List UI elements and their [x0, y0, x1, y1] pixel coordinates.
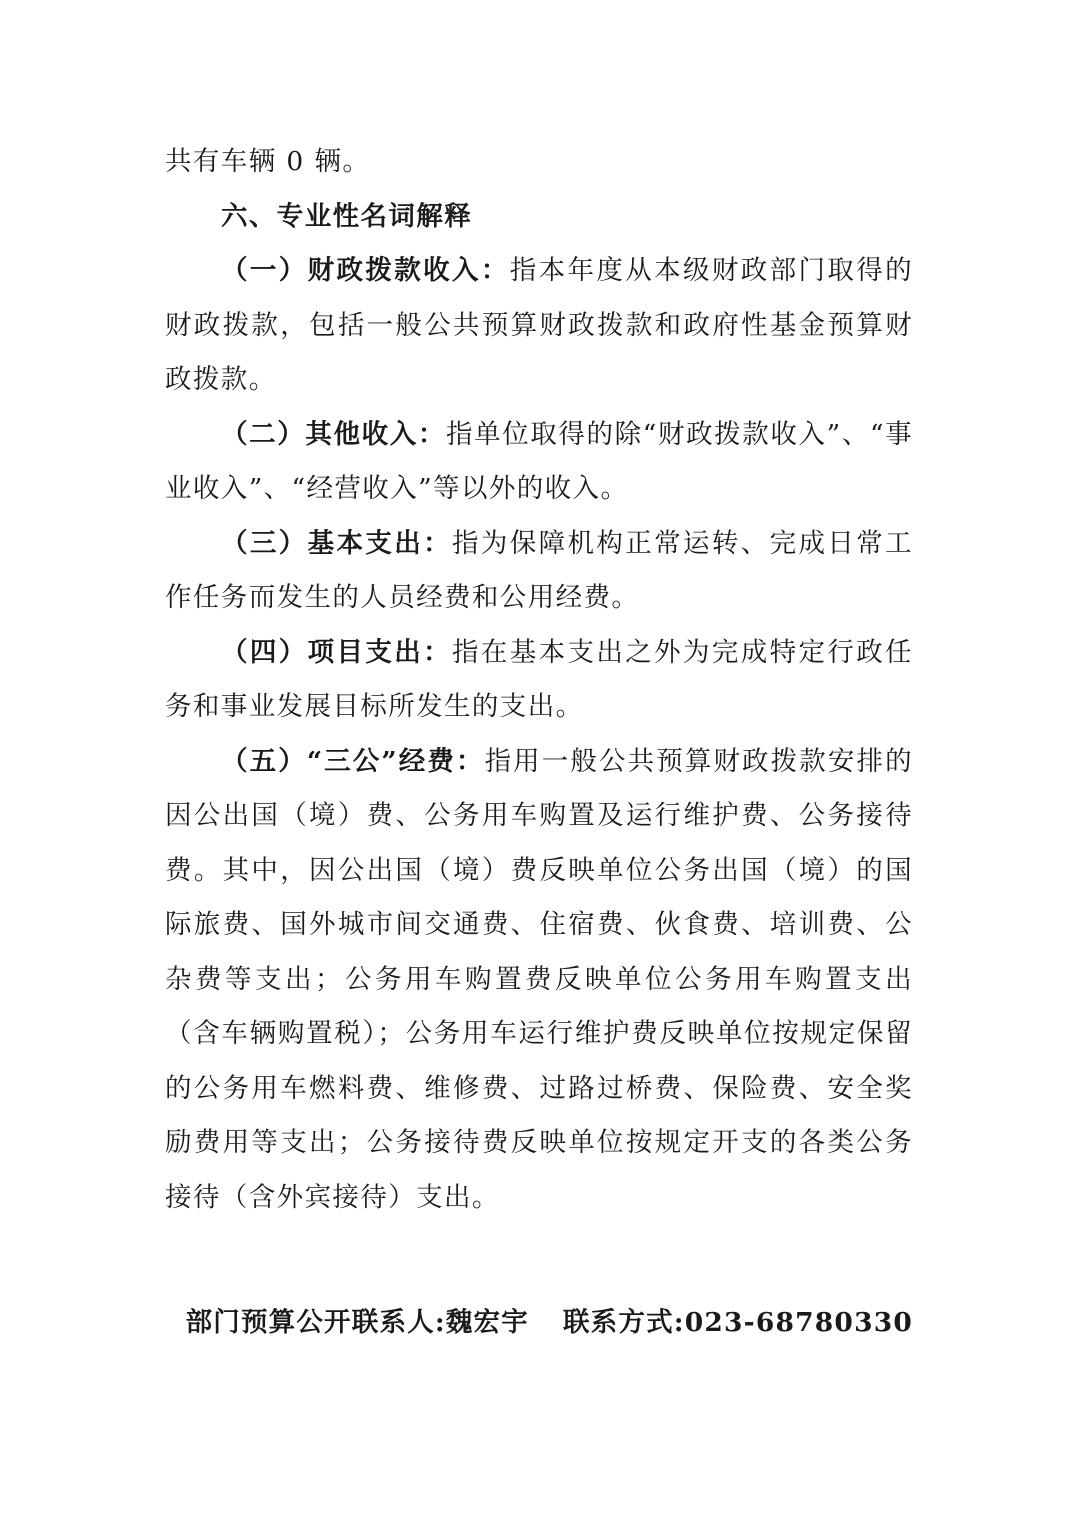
- contact-person-label: 部门预算公开联系人:: [185, 1307, 446, 1338]
- contact-method-label: 联系方式:: [562, 1307, 685, 1338]
- document-body: [165, 135, 913, 1225]
- definition-term: （三）基本支出：: [221, 527, 452, 559]
- definition-term: （五）“三公”经费：: [221, 745, 485, 777]
- definition-text: 指用一般公共预算财政拨款安排的因公出国（境）费、公务用车购置及运行维护费、公务接待费。其中，因公出国（境）费反映单位公务出国（境）的国际旅费、国外城市间交通费、住宿费、伙食费、培训费、公杂费等支出；公务用车购置费反映单位公务用车购置支出（含车辆购置税）；公务用车运行维护费反映单位按规定保留的公务用车燃料费、维修费、过路过桥费、保险费、安全奖励费用等支出；公务接待费反映单位按规定开支的各类公务接待（含外宾接待）支出。: [165, 745, 913, 1213]
- definition-paragraph: [165, 735, 913, 1226]
- definition-term: （四）项目支出：: [221, 636, 452, 668]
- definition-paragraph: [165, 626, 913, 735]
- contact-person-name: 魏宏宇: [445, 1307, 529, 1338]
- definition-text: 指为保障机构正常运转、完成日常工作任务而发生的人员经费和公用经费。: [165, 527, 914, 613]
- section-heading: 六、专业性名词解释: [221, 200, 473, 232]
- definition-paragraph: [165, 408, 913, 517]
- definition-term: （二）其他收入：: [221, 418, 446, 450]
- definition-text: 指在基本支出之外为完成特定行政任务和事业发展目标所发生的支出。: [165, 636, 914, 722]
- contact-line: [165, 1296, 913, 1350]
- intro-line: 共有车辆 0 辆。: [165, 146, 371, 177]
- definition-paragraph: [165, 244, 913, 408]
- definition-text: 指单位取得的除“财政拨款收入”、“事业收入”、“经营收入”等以外的收入。: [165, 418, 914, 504]
- definition-text: 指本年度从本级财政部门取得的财政拨款，包括一般公共预算财政拨款和政府性基金预算财政拨款。: [165, 255, 914, 395]
- definition-term: （一）财政拨款收入：: [221, 255, 510, 286]
- contact-phone: 023-68780330: [684, 1307, 913, 1338]
- definition-paragraph: [165, 517, 913, 626]
